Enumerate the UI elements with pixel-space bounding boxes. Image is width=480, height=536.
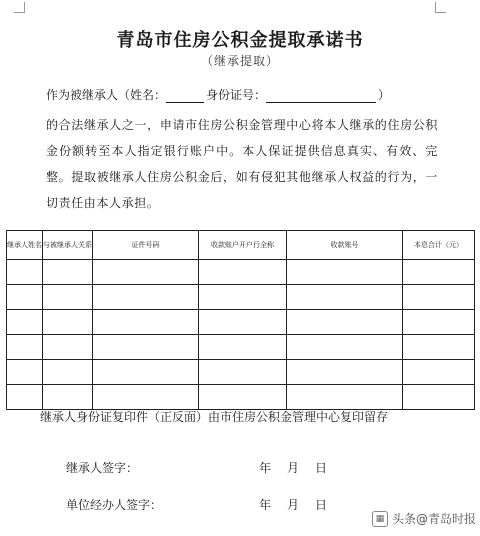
table-cell[interactable] [199, 260, 287, 285]
table-cell[interactable] [7, 285, 43, 310]
table-cell[interactable] [199, 335, 287, 360]
table-cell[interactable] [7, 360, 43, 385]
id-label: 身份证号： [206, 88, 267, 102]
table-cell[interactable] [7, 260, 43, 285]
header-total-amount: 本息合计（元） [403, 231, 475, 260]
table-cell[interactable] [43, 360, 93, 385]
table-cell[interactable] [403, 335, 475, 360]
header-heir-name: 继承人姓名 [7, 231, 43, 260]
table-cell[interactable] [403, 260, 475, 285]
table-cell[interactable] [199, 310, 287, 335]
watermark-text: 头条@青岛时报 [392, 512, 477, 526]
table-cell[interactable] [7, 385, 43, 410]
table-cell[interactable] [93, 335, 199, 360]
table-cell[interactable] [7, 310, 43, 335]
table-cell[interactable] [43, 260, 93, 285]
table-cell[interactable] [43, 335, 93, 360]
table-row [7, 360, 475, 385]
heir-signature-date [259, 459, 343, 476]
table-row [7, 335, 475, 360]
table-cell[interactable] [287, 360, 403, 385]
id-number-blank[interactable] [266, 88, 376, 103]
table-cell[interactable] [199, 285, 287, 310]
table-cell[interactable] [93, 310, 199, 335]
declaration-line [46, 86, 390, 103]
date-month-label: 月 [287, 461, 300, 475]
document-title: 青岛市住房公积金提取承诺书 [116, 30, 364, 51]
table-cell[interactable] [43, 285, 93, 310]
header-account-number: 收款账号 [287, 231, 403, 260]
table-cell[interactable] [287, 335, 403, 360]
date-day-label: 日 [315, 461, 328, 475]
table-cell[interactable] [43, 310, 93, 335]
document-subtitle: （继承提取） [200, 54, 279, 68]
heir-info-table [6, 230, 475, 410]
table-cell[interactable] [43, 385, 93, 410]
table-row [7, 285, 475, 310]
table-cell[interactable] [287, 310, 403, 335]
table-cell[interactable] [403, 285, 475, 310]
source-watermark [372, 510, 476, 527]
header-id-number: 证件号码 [93, 231, 199, 260]
unit-signature-label: 单位经办人签字： [66, 498, 163, 512]
table-cell[interactable] [93, 360, 199, 385]
page-corner-mark-right [435, 2, 446, 13]
name-blank[interactable] [166, 88, 204, 103]
table-cell[interactable] [199, 360, 287, 385]
table-cell[interactable] [93, 385, 199, 410]
table-row [7, 385, 475, 410]
table-cell[interactable] [93, 260, 199, 285]
id-copy-note: 继承人身份证复印件（正反面）由市住房公积金管理中心复印留存 [40, 410, 389, 424]
heir-signature-label: 继承人签字： [66, 461, 139, 475]
header-relationship: 与被继承人关系 [43, 231, 93, 260]
table-cell[interactable] [403, 360, 475, 385]
header-bank-name: 收款账户开户行全称 [199, 231, 287, 260]
table-cell[interactable] [287, 260, 403, 285]
table-cell[interactable] [93, 285, 199, 310]
date-day-label: 日 [315, 498, 328, 512]
unit-signature-date [259, 496, 343, 513]
table-cell[interactable] [7, 335, 43, 360]
table-row [7, 260, 475, 285]
table-cell[interactable] [287, 385, 403, 410]
table-row [7, 310, 475, 335]
table-cell[interactable] [403, 385, 475, 410]
declaration-close: ） [378, 88, 391, 102]
date-year-label: 年 [259, 498, 272, 512]
page-corner-mark-left [14, 2, 25, 13]
table-header-row [7, 231, 475, 260]
table-cell[interactable] [287, 285, 403, 310]
table-cell[interactable] [403, 310, 475, 335]
declaration-intro: 作为被继承人（姓名： [46, 88, 167, 102]
toutiao-logo-icon: ▦ [372, 511, 388, 527]
date-month-label: 月 [287, 498, 300, 512]
commitment-body: 的合法继承人之一，申请市住房公积金管理中心将本人继承的住房公积金份额转至本人指定银行账户中。本人保证提供信息真实、有效、完整。提取被继承人住房公积金后，如有侵犯其他继承人权益的行为，一切责任由本人承担。 [46, 118, 438, 210]
table-cell[interactable] [199, 385, 287, 410]
date-year-label: 年 [259, 461, 272, 475]
